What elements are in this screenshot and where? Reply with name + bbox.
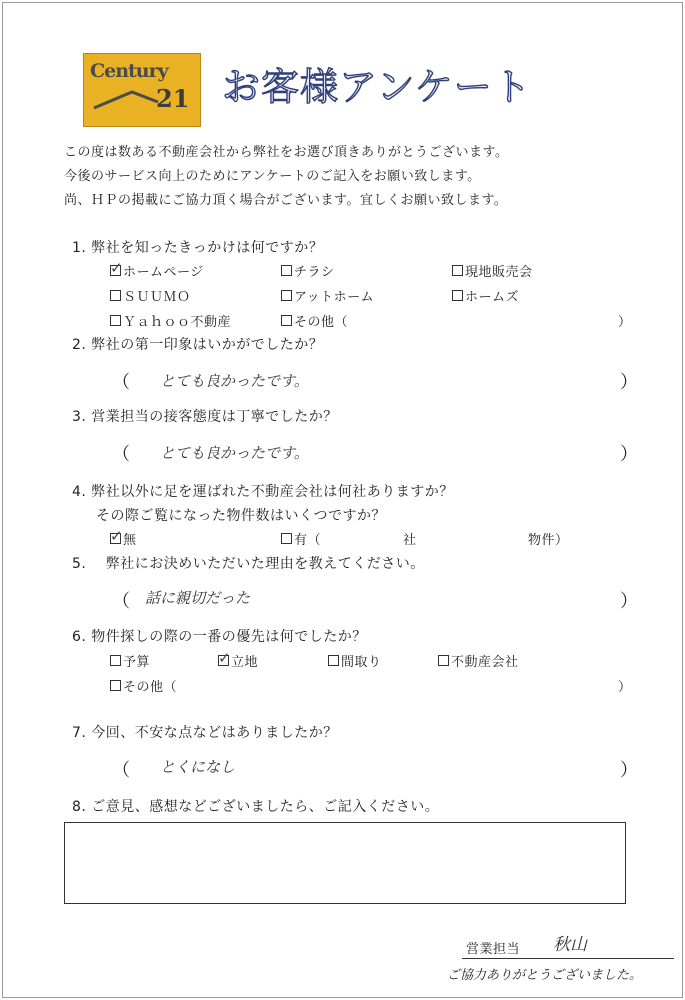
checkbox[interactable] xyxy=(452,290,463,301)
question-2: 2. 弊社の第一印象はいかがでしたか？ xyxy=(72,337,324,353)
q1-option-other[interactable]: その他（ xyxy=(281,311,348,330)
checkbox[interactable] xyxy=(281,315,292,326)
question-6: 6. 物件探しの際の一番の優先は何でしたか？ xyxy=(72,629,367,645)
checkbox[interactable] xyxy=(281,265,292,276)
q2-answer[interactable]: とても良かったです。 xyxy=(160,372,309,390)
q7-close-paren: ） xyxy=(620,760,638,781)
q6-option-budget[interactable]: 予算 xyxy=(110,651,150,670)
checkbox[interactable] xyxy=(110,315,121,326)
checkbox[interactable] xyxy=(218,649,232,667)
q6-option-agency[interactable]: 不動産会社 xyxy=(438,651,519,670)
q6-option-location[interactable]: ✓ 立地 xyxy=(218,649,259,670)
check-mark-icon: ✓ xyxy=(110,527,124,545)
sales-rep-name[interactable]: 秋山 xyxy=(553,935,587,955)
signature-line xyxy=(462,958,674,959)
logo-brand: Century xyxy=(90,60,168,82)
page-title: お客様アンケート xyxy=(222,65,532,109)
q3-answer[interactable]: とても良かったです。 xyxy=(160,444,309,462)
q4-option-none[interactable]: ✓ 無 xyxy=(110,527,137,548)
intro-line-2: 今後のサービス向上のためにアンケートのご記入をお願い致します。 xyxy=(64,169,481,184)
q1-option-homes[interactable]: ホームズ xyxy=(452,286,519,305)
check-mark-icon: ✓ xyxy=(218,649,232,667)
checkbox[interactable] xyxy=(110,655,121,666)
checkbox[interactable] xyxy=(452,265,463,276)
intro-line-3: 尚、ＨＰの掲載にご協力頂く場合がございます。宜しくお願い致します。 xyxy=(64,193,508,208)
question-7: 7. 今回、不安な点などはありましたか？ xyxy=(72,725,338,741)
q2-close-paren: ） xyxy=(620,372,638,393)
q1-option-yahoo[interactable]: Ｙａｈｏｏ不動産 xyxy=(110,311,231,330)
checkbox[interactable] xyxy=(438,655,449,666)
q1-other-close-paren: ） xyxy=(618,315,632,330)
q6-option-other[interactable]: その他（ xyxy=(110,676,177,695)
q2-open-paren: （ xyxy=(112,372,130,393)
checkbox[interactable] xyxy=(328,655,339,666)
q3-close-paren: ） xyxy=(620,444,638,465)
q5-close-paren: ） xyxy=(620,591,638,612)
question-5: 5. 弊社にお決めいただいた理由を教えてください。 xyxy=(72,556,425,572)
sales-rep-label: 営業担当 xyxy=(466,942,521,957)
century21-logo xyxy=(83,53,201,127)
q3-open-paren: （ xyxy=(112,444,130,465)
q1-option-homepage[interactable]: ✓ ホームページ xyxy=(110,259,204,280)
q7-open-paren: （ xyxy=(112,760,130,781)
q5-answer[interactable]: 話に親切だった xyxy=(145,589,251,607)
q7-answer[interactable]: とくになし xyxy=(160,758,236,776)
q6-option-floor-plan[interactable]: 間取り xyxy=(328,651,382,670)
q4-company-unit: 社 xyxy=(403,533,417,548)
house-roof-icon xyxy=(92,88,162,110)
q1-option-flyer[interactable]: チラシ xyxy=(281,261,335,280)
q1-option-suumo[interactable]: ＳＵＵＭＯ xyxy=(110,286,191,305)
checkbox[interactable] xyxy=(110,259,124,277)
thanks-message: ご協力ありがとうございました。 xyxy=(447,968,643,983)
logo-number: 21 xyxy=(156,84,190,113)
question-3: 3. 営業担当の接客態度は丁寧でしたか？ xyxy=(72,409,338,425)
q4-property-unit: 物件） xyxy=(528,533,569,548)
check-mark-icon: ✓ xyxy=(110,259,124,277)
checkbox[interactable] xyxy=(281,533,292,544)
question-8: 8. ご意見、感想などございましたら、ご記入ください。 xyxy=(72,799,440,815)
comment-box[interactable] xyxy=(64,822,626,904)
q4-option-yes[interactable]: 有（ xyxy=(281,529,321,548)
question-4: 4. 弊社以外に足を運ばれた不動産会社は何社ありますか？ xyxy=(72,484,454,500)
q1-option-open-house[interactable]: 現地販売会 xyxy=(452,261,533,280)
checkbox[interactable] xyxy=(281,290,292,301)
checkbox[interactable] xyxy=(110,527,124,545)
checkbox[interactable] xyxy=(110,290,121,301)
checkbox[interactable] xyxy=(110,680,121,691)
question-4-sub: その際ご覧になった物件数はいくつですか？ xyxy=(96,508,386,524)
q1-option-athome[interactable]: アットホーム xyxy=(281,286,374,305)
q5-open-paren: （ xyxy=(112,591,130,612)
q6-other-close-paren: ） xyxy=(618,680,632,695)
question-1: 1. 弊社を知ったきっかけは何ですか？ xyxy=(72,240,324,256)
intro-line-1: この度は数ある不動産会社から弊社をお選び頂きありがとうございます。 xyxy=(64,145,509,160)
